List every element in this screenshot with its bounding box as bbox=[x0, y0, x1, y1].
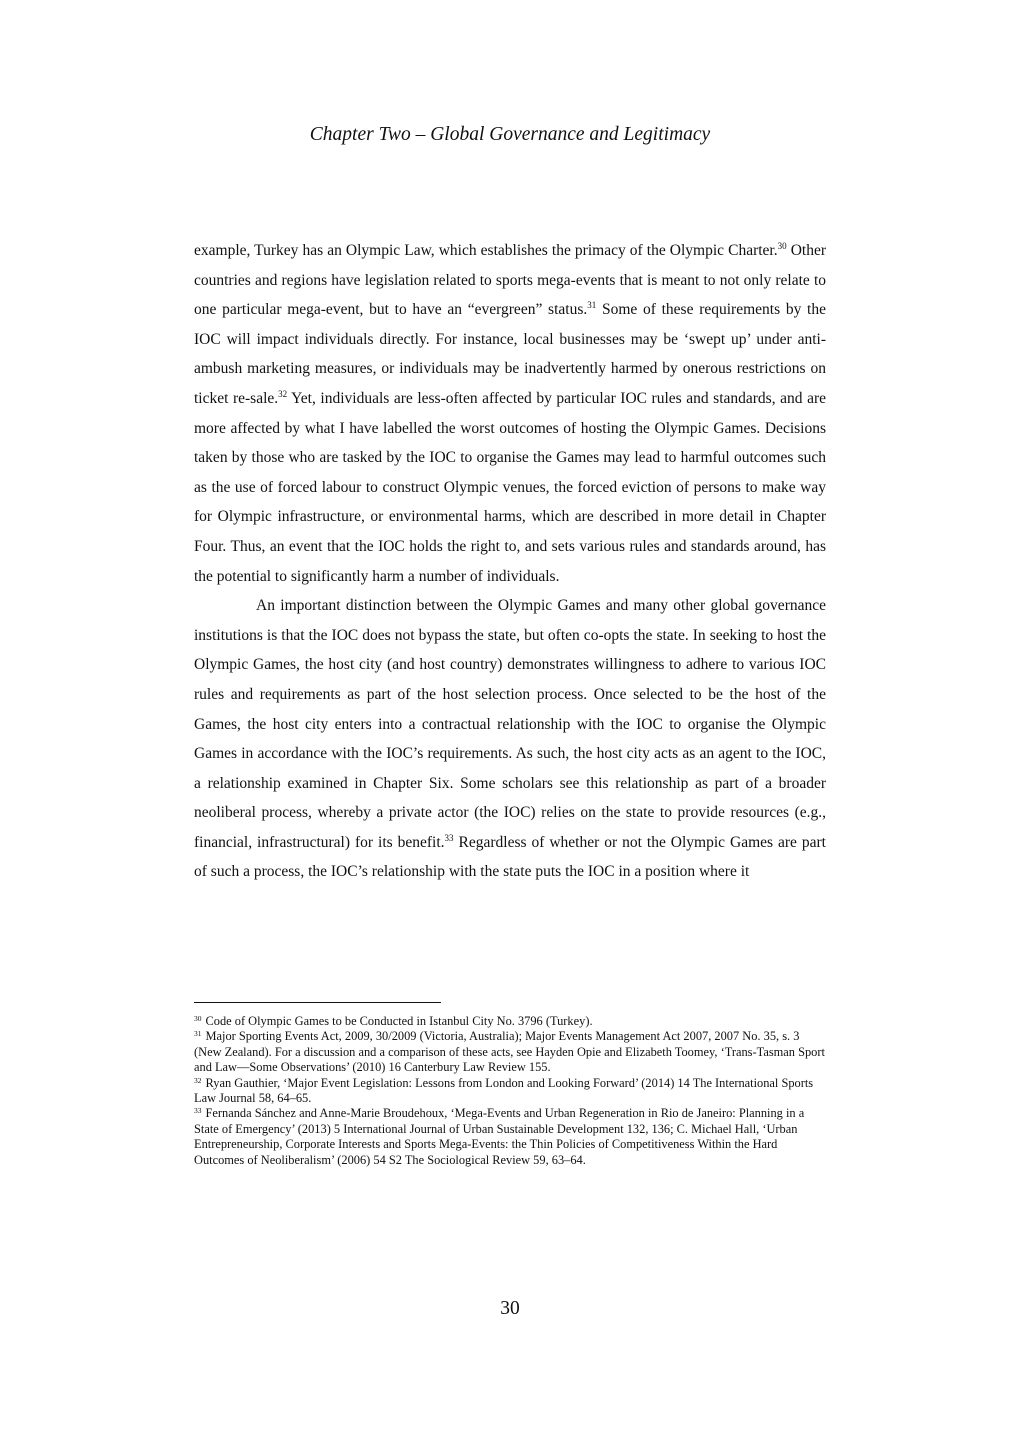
footnote-ref[interactable]: 33 bbox=[444, 832, 454, 843]
text-span: Some of these requirements by the IOC will impact individuals directly. For instance, local businesses may be ‘swept up’ under anti-ambush marketing measures, or individuals may be inadvertently harmed by onerous restrictions on ticket re-sale. bbox=[194, 301, 826, 407]
footnote-text: Code of Olympic Games to be Conducted in Istanbul City No. 3796 (Turkey). bbox=[205, 1014, 593, 1028]
running-header: Chapter Two – Global Governance and Legitimacy bbox=[309, 124, 711, 145]
footnote-32 bbox=[194, 1076, 826, 1107]
footnote-30 bbox=[194, 1014, 826, 1029]
footnote-divider bbox=[194, 1002, 441, 1003]
text-span: An important distinction between the Olympic Games and many other global governance institutions is that the IOC does not bypass the state, but often co-opts the state. In seeking to host the Olympic Games, the host city (and host country) demonstrates willingness to adhere to various IOC rules and requirements as part of the host selection process. Once selected to be the host of the Games, the host city enters into a contractual relationship with the IOC to organise the Olympic Games in accordance with the IOC’s requirements. As such, the host city acts as an agent to the IOC, a relationship examined in Chapter Six. Some scholars see this relationship as part of a broader neoliberal process, whereby a private actor (the IOC) relies on the state to provide resources (e.g., financial, infrastructural) for its benefit. bbox=[194, 597, 826, 851]
footnote-number: 33 bbox=[194, 1106, 202, 1116]
footnote-text: Major Sporting Events Act, 2009, 30/2009 (Victoria, Australia); Major Events Management Act 2007, 2007 No. 35, s. 3 (New Zealand). For a discussion and a comparison of these acts, see Hayden Opie and Elizabeth Toomey, ‘Trans-Tasman Sport and Law—Some Observations’ (2010) 16 Canterbury Law Review 155. bbox=[194, 1029, 825, 1075]
footnote-text: Fernanda Sánchez and Anne-Marie Broudehoux, ‘Mega-Events and Urban Regeneration in Rio de Janeiro: Planning in a State of Emergency’ (2013) 5 International Journal of Urban Sustainable Development 132, 136; C. Michael Hall, ‘Urban Entrepreneurship, Corporate Interests and Sports Mega-Events: the Thin Policies of Competitiveness Within the Hard Outcomes of Neoliberalism’ (2006) 54 S2 The Sociological Review 59, 63–64. bbox=[194, 1106, 805, 1167]
footnote-ref[interactable]: 31 bbox=[587, 300, 597, 311]
text-span: example, Turkey has an Olympic Law, which establishes the primacy of the Olympic Charter. bbox=[194, 242, 778, 259]
footnote-31 bbox=[194, 1029, 826, 1075]
footnotes bbox=[194, 1014, 826, 1168]
footnote-number: 32 bbox=[194, 1075, 202, 1085]
footnote-text: Ryan Gauthier, ‘Major Event Legislation: Lessons from London and Looking Forward’ (2014) 14 The International Sports Law Journal 58, 64–65. bbox=[194, 1075, 814, 1106]
footnote-number: 31 bbox=[194, 1029, 202, 1039]
footnote-ref[interactable]: 30 bbox=[777, 241, 787, 251]
text-span: Other countries and regions have legislation related to sports mega-events that is meant to not only relate to one particular mega-event, but to have an “evergreen” status. bbox=[194, 242, 826, 319]
paragraph-1 bbox=[194, 236, 826, 591]
footnote-33 bbox=[194, 1106, 826, 1168]
body-text bbox=[194, 236, 826, 887]
page-number: 30 bbox=[500, 1298, 520, 1319]
text-span: Yet, individuals are less-often affected by particular IOC rules and standards, and are more affected by what I have labelled the worst outcomes of hosting the Olympic Games. Decisions taken by those who are tasked by the IOC to organise the Games may lead to harmful outcomes such as the use of forced labour to construct Olympic venues, the forced eviction of persons to make way for Olympic infrastructure, or environmental harms, which are described in more detail in Chapter Four. Thus, an event that the IOC holds the right to, and sets various rules and standards around, has the potential to significantly harm a number of individuals. bbox=[194, 389, 826, 585]
text-span: Regardless of whether or not the Olympic Games are part of such a process, the IOC’s relationship with the state puts the IOC in a position where it bbox=[194, 833, 826, 881]
footnote-ref[interactable]: 32 bbox=[278, 388, 288, 399]
paragraph-2 bbox=[194, 591, 826, 887]
footnote-number: 30 bbox=[194, 1014, 202, 1023]
